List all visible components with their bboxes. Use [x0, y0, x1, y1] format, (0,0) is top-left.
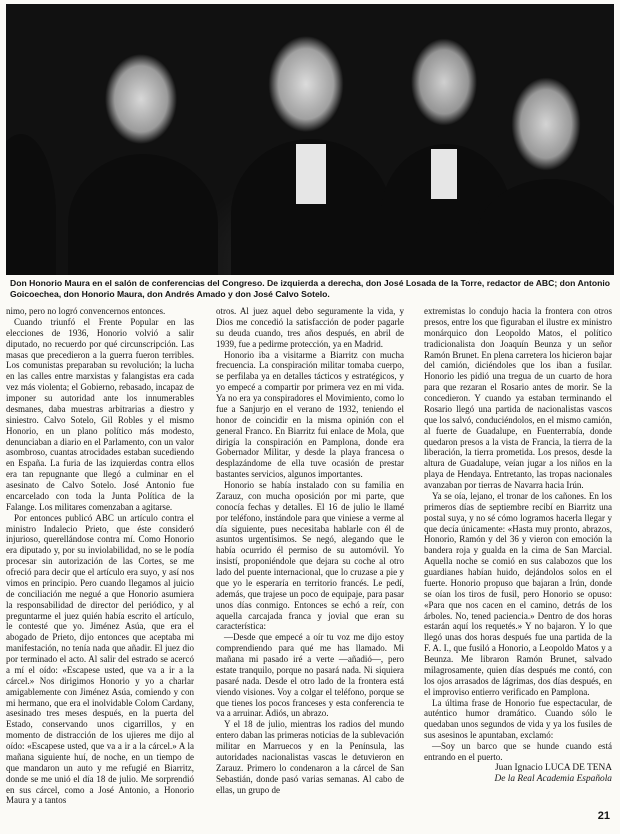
author-affiliation: De la Real Academia Española	[494, 774, 612, 785]
paragraph: extremistas lo condujo hacia la frontera con otros presos, entre los que figuraban el ilustre ex ministro monárquico don Leopoldo Matos, el político tradicionalista don Joaquín Beunza y un señor Ramón Brunet. En plena carretera los hicieron bajar del camión, diciéndoles que los iban a fusilar. Honorio les pidió una tregua de un cuarto de hora para que rezaran el Rosario antes de morir. Se la concedieron. Y cuando ya estaban terminando el Rosario llegó una partida de nacionalistas vascos que los salvó, conduciéndolos, en el mismo camión, al fuerte de Guadalupe, en Fuenterrabía, donde quedaron presos a la vista de Francia, la tierra de la liberación, la tierra prometida. Los presos, desde la altura de Guadalupe, veían jugar a los niños en la playa de Hendaya. Entretanto, las tropas nacionales avanzaban por tierras de Navarra hacia Irún.	[424, 306, 612, 490]
text-column-2	[216, 306, 404, 795]
paragraph: La última frase de Honorio fue espectacular, de auténtico humor dramático. Cuando sólo le quedaban unos segundos de vida y ya los fusiles de sus asesinos le apuntaban, exclamó:	[424, 697, 612, 741]
paragraph: Honorio se había instalado con su familia en Zarauz, con mucha oposición por mi parte, que conocía fechas y detalles. El 16 de julio le llamé por teléfono, instándole para que viniese a verme al día siguiente, pues necesitaba hablarle con él de asuntos urgentísimos. Se negó, alegando que le había ocurrido él permiso de su automóvil. Yo insistí, proponiéndole que dejara su coche al otro lado del puente internacional, que lo cruzase a pie y que yo le esperaría en territorio francés. Le pedí, además, que trajese un poco de equipaje, para pasar unos días conmigo. Entonces se echó a reír, con aquella carcajada franca y jovial que eran su característica:	[216, 480, 404, 632]
paragraph: Y el 18 de julio, mientras los radios del mundo entero daban las primeras noticias de la sublevación militar en Marruecos y en la Península, las autoridades nacionalistas vascas le detuvieron en Zarauz. Primero lo condenaron a la cárcel de San Sebastián, donde pasó varias semanas. Al cabo de ellas, un grupo de	[216, 719, 404, 795]
paragraph: —Soy un barco que se hunde cuando está entrando en el puerto.	[424, 741, 612, 762]
signature	[424, 763, 612, 786]
paragraph: —Desde que empecé a oír tu voz me dijo estoy comprendiendo para qué me has llamado. Mi mañana mi pasado iré a verte —añadió—, pero estate tranquilo, porque no pasará nada. Ni siquiera pasaré nada. Desde el otro lado de la frontera está viendo visiones. Voy a colgar el teléfono, porque se que tienes los pocos franceses y esta conferencia te va a arruinar. Adiós, un abrazo.	[216, 632, 404, 719]
page-number: 21	[597, 810, 610, 822]
paragraph: Cuando triunfó el Frente Popular en las elecciones de 1936, Honorio volvió a salir diputado, no recuerdo por qué circunscripción. Las masas que precedieron a la guerra fueron terribles. Los comunistas preparaban su revolución; la lucha en las calles entre marxistas y falangistas era cada vez más violenta; el Gobierno, rebasado, incapaz de imponer su autoridad ante los innumerables desmanes, daba muestras arbitrarias a diestro y siniestro. Calvo Sotelo, Gil Robles y el mismo Honorio, en un plano político más modesto, denunciaban a diario en el Parlamento, con un valor asombroso, cuantas atrocidades estaban sucediendo en España. La furia de las izquierdas contra ellos era tan repugnante que llegó a culminar en el asesinato de Calvo Sotelo. José Antonio fue encarcelado con toda la Junta Política de la Falange. Los militares comenzaban a agitarse.	[6, 316, 194, 512]
paragraph: nimo, pero no logró convencernos entonces.	[6, 306, 166, 316]
paragraph: Ya se oía, lejano, el tronar de los cañones. En los primeros días de septiembre recibí en Biarritz una postal suya, y no sé cómo logramos hacerla llegar y que decía únicamente: «Hasta muy pronto, abrazos, Honorio, Ramón y del 36 y vieron con emoción la bandera roja y gualda en la cima de San Marcial. Aquella noche se comió en sus calabozos que los guardianes habían huido, dejándolos solos en el fuerte. Honorio propuso que bajaran a Irún, donde se oían los tiros de fusil, pero Honorio se opuso: «Para que nos cacen en el camino, detrás de los árboles. No, tened paciencia.» Dentro de dos horas estarán aquí los requetés.» Y no bajaron. Y lo que llegó unas dos horas después fue una partida de la F. A. I., que fusiló a Honorio, a Leopoldo Matos y a Beunza. Me libraron Ramón Brunet, salvado milagrosamente, quien días después me contó, con los ojos arrasados de lágrimas, dos días después, en el improviso entierro verificado en Pamplona.	[424, 490, 612, 697]
paragraph: Por entonces publicó ABC un artículo contra el ministro Indalecio Prieto, que éste consideró injurioso, querellándose contra mí. Como Honorio era diputado y, por su inviolabilidad, no se le podía procesar sin autorización de las Cortes, se me ofreció para decir que el artículo era suyo, y así nos vimos en principio. Pero cuando llegamos al juicio de conciliación me negué a que Honorio asumiera la responsabilidad de director del periódico, y al preguntarme el juez quién había escrito el artículo, le contesté que yo. Jiménez Asúa, que era el abogado de Prieto, dijo entonces que aceptaba mi manifestación, no tenía nada que añadir. El juez dio por terminado el acto. Al salir del estrado se acercó a mí el oído: «Escapese usted, que va a ir a la cárcel.» Nos dirigimos Honorio y yo a charlar amigablemente con Jiménez Asúa, comiendo y con mi hermano, que era el inolvidable Colom Cardany, asesinado tres meses después, en la puerta del Estado, conservando unos cigarrillos, y en momento de distracción de los ujieres me dijo al oído: «Escapese usted, que va a ir a la cárcel.» A la mañana siguiente huí, de noche, en un tiempo de que mandaron un auto y me refugié en Biarritz, donde se me unió el día 18 de julio. Me sorprendió en sus cárcel, como a José Antonio, a Honorio Maura y a tantos	[6, 512, 194, 806]
text-column-3	[424, 306, 612, 786]
paragraph: otros. Al juez aquel debo seguramente la vida, y Dios me concedió la satisfacción de poder pagarle su deuda cuando, tres años después, en abril de 1939, fue a pedirme protección, ya en Madrid.	[216, 306, 404, 349]
paragraph: Honorio iba a visitarme a Biarritz con mucha frecuencia. La conspiración militar tomaba cuerpo, se perfilaba ya en detalles tácticos y estratégicos, y yo empecé a compartir por primera vez en mi vida. Ya no era ya conspiradores el Movimiento, como lo fue a Sanjurjo en el verano de 1932, teniendo el honor de coincidir en la misma opinión con el general Franco. En Biarritz fui enlace de Mola, que dirigía la conspiración en Pamplona, donde era Gobernador Militar, y desde la playa francesa o desplazándome de ella tuve ocasión de prestar bastantes servicios, algunos importantes.	[216, 349, 404, 480]
author-name: Juan Ignacio LUCA DE TENA	[495, 762, 612, 773]
text-column-1	[6, 306, 194, 806]
photograph	[6, 4, 614, 275]
photo-caption: Don Honorio Maura en el salón de conferencias del Congreso. De izquierda a derecha, don José Losada de la Torre, redactor de ABC; don Antonio Goicoechea, don Honorio Maura, don Andrés Amado y don José Calvo Sotelo.	[10, 278, 610, 299]
